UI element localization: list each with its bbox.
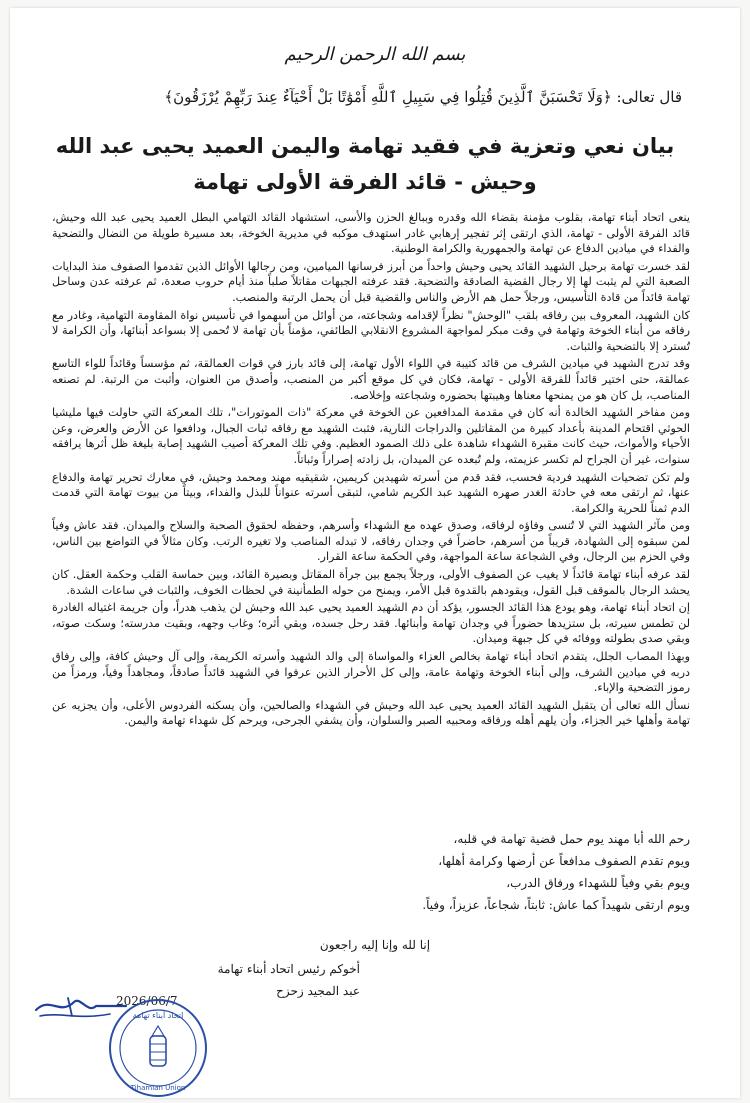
verse-text: ﴿وَلَا تَحْسَبَنَّ ٱلَّذِينَ قُتِلُوا فِي سَبِيلِ ٱللَّهِ أَمْوَٰتًا بَلْ أَحْيَآءٌ عِندَ رَبِّهِمْ يُرْزَقُونَ﴾: [164, 88, 612, 106]
paragraph: ومن مفاخر الشهيد الخالدة أنه كان في مقدمة المدافعين عن الخوخة في معركة "ذات الموتورات"، تلك المعركة التي حاولت فيها مليشيا الحوثي اقتحام المدينة بأعداد كبيرة من المقاتلين والدراجات النارية، فثبت الشهيد مع رفاقه ثبات الجبال، ودافعوا عن الأرض والعرض، وعن الأحياء والأموات، حيث كانت مقبرة الشهداء شاهدة على ذلك الصمود العظيم. وفي تلك المعركة أصيب الشهيد إصابة بليغة ظل أثرها يرافقه سنوات، غير أن الجراح لم تكسر عزيمته، ولم تُبعده عن الميدان، بل زادته إصراراً وثباتاً.: [52, 406, 690, 466]
paragraph: نسأل الله تعالى أن يتقبل الشهيد القائد العميد يحيى عبد الله وحيش في الشهداء والصالحين، وأن يسكنه الفردوس الأعلى، وأن يجزيه عن تهامة وأهلها خير الجزاء، وأن يلهم أهله ورفاقه ومحبيه الصبر والسلوان، وأن يشفي الجرحى، ويرحم كل شهداء تهامة واليمن.: [52, 698, 690, 728]
closing-line: رحم الله أبا مهند يوم حمل قضية تهامة في قلبه،: [453, 832, 690, 846]
signature-name: عبد المجيد زحزح: [276, 984, 360, 998]
paragraph: ينعى اتحاد أبناء تهامة، بقلوب مؤمنة بقضاء الله وقدره وببالغ الحزن والأسى، استشهاد القائد التهامي البطل العميد يحيى عبد الله وحيش، قائد الفرقة الأولى - تهامة، الذي ارتقى إثر تفجير إرهابي غادر استهدف موكبه في مديرية الخوخة، بعد مسيرة طويلة من النضال والتضحية والفداء في ميادين الدفاع عن تهامة والجمهورية والكرامة الوطنية.: [52, 211, 690, 256]
verse-intro: قال تعالى:: [616, 88, 682, 106]
closing-line: ويوم تقدم الصفوف مدافعاً عن أرضها وكرامة أهلها،: [438, 854, 690, 868]
signature-date: 2026/06/7: [116, 994, 178, 1008]
svg-text:اتحاد أبناء تهامة: اتحاد أبناء تهامة: [132, 1011, 184, 1020]
paragraph: إن اتحاد أبناء تهامة، وهو يودع هذا القائد الجسور، يؤكد أن دم الشهيد العميد يحيى عبد الله وحيش لن يذهب هدراً، وأن جريمة اغتياله الغادرة لن تطمس سيرته، بل ستزيدها حضوراً في وجدان تهامة وأبنائها. فقد رحل جسده، وبقي أثره؛ وغاب وجهه، وبقيت مدرسته؛ وسكت صوته، وبقي صدى بطولته ووفائه في كل جبهة وميدان.: [52, 601, 690, 646]
quran-verse-line: [70, 88, 682, 106]
paragraph: لقد خسرت تهامة برحيل الشهيد القائد يحيى وحيش واحداً من أبرز فرسانها الميامين، ومن رجالها الأوائل الذين تقدموا الصفوف منذ البدايات الصعبة التي لم يثبت لها إلا رجال القضية الصادقة والتضحية. فقد عرفته الجبهات مقاتلاً صلباً منذ أيام حروب صعدة، ثم عرفته عدن وساحل تهامة قائداً من قادة التأسيس، ورجلاً حمل هم الأرض والناس والقضية قبل أن يحمل الرتبة والمنصب.: [52, 259, 690, 304]
closing-line: ويوم بقي وفياً للشهداء ورفاق الدرب،: [506, 876, 690, 890]
paragraph: ومن مآثر الشهيد التي لا تُنسى وفاؤه لرفاقه، وصدق عهده مع الشهداء وأسرهم، وحفظه لحقوق الصحبة والسلاح والميدان. فقد عاش وفياً لمن سبقوه إلى الشهادة، قريباً من أسرهم، حاضراً في وجدان رفاقه، لا تبدله المناصب ولا تغيره الرتب. وكان مثالاً في التواضع بين الناس، وفي الحزم بين الرجال، وفي الشجاعة ساعة المواجهة، وفي الحكمة ساعة القرار.: [52, 519, 690, 564]
basmala: بسم الله الرحمن الرحيم: [284, 44, 466, 65]
paragraph: وقد تدرج الشهيد في ميادين الشرف من قائد كتيبة في اللواء الأول تهامة، إلى قائد بارز في قوات العمالقة، ثم مؤسساً وقائداً للواء التاسع عمالقة، حتى اختير قائداً للفرقة الأولى - تهامة، فكان في كل موقع أكبر من المنصب، وأصدق من العنوان، وأثبت من الرتبة. لم تصنعه المناصب، بل كان هو من يمنحها معناها وهيبتها بحضوره وشجاعته وإخلاصه.: [52, 357, 690, 402]
statement-title: بيان نعي وتعزية في فقيد تهامة واليمن العميد يحيى عبد الله وحيش - قائد الفرقة الأولى تهامة: [55, 134, 675, 194]
paragraph: كان الشهيد، المعروف بين رفاقه بلقب "الوحش" نظراً لإقدامه وشجاعته، من أوائل من أسهموا في تأسيس نواة المقاومة التهامية، وغادر مع رفاقه من أبناء الخوخة وتهامة في وقت مبكر لمواجهة المشروع الانقلابي الطائفي، مؤمناً بأن تهامة لا تُحمى إلا بسواعد أبنائها، وأن الكرامة لا تُسترد إلا بالتضحية والثبات.: [52, 308, 690, 353]
svg-text:Tihamian Union: Tihamian Union: [130, 1084, 186, 1092]
closing-verse: [70, 828, 690, 916]
statement-page: [10, 8, 740, 1098]
statement-body: [52, 210, 690, 731]
paragraph: ولم تكن تضحيات الشهيد فردية فحسب، فقد قدم من أسرته شهيدين كريمين، شقيقيه مهند ومحمد وحيش، في معارك تحرير تهامة والدفاع عنها، ثم ارتقى معه في حادثة الغدر صهره الشهيد عبد الكريم شامي، لتبقى أسرته عنواناً للبذل والفداء، وبيتاً من بيوت تهامة التي قدمت الدم ثمناً للحرية والكرامة.: [52, 470, 690, 515]
paragraph: وبهذا المصاب الجلل، يتقدم اتحاد أبناء تهامة بخالص العزاء والمواساة إلى والد الشهيد وأسرته الكريمة، وإلى آل وحيش كافة، وإلى رفاق دربه في ميادين الشرف، وإلى أبناء الخوخة وتهامة عامة، وإلى كل الأحرار الذين عرفوا في الشهيد قائداً صادقاً، ومجاهداً وفياً، ورمزاً من رموز التضحية والإباء.: [52, 650, 690, 695]
signature-title: أخوكم رئيس اتحاد أبناء تهامة: [217, 962, 360, 976]
paragraph: لقد عرفه أبناء تهامة قائداً لا يغيب عن الصفوف الأولى، ورجلاً يجمع بين جرأة المقاتل وبصيرة القائد، وبين حماسة القلب وحكمة العقل. كان يحشد الرجال بالموقف قبل القول، ويقودهم بالقدوة قبل الأمر، ويمنح من حوله الطمأنينة في لحظات الخوف، والثبات في ساعات الشدة.: [52, 568, 690, 597]
union-seal: [106, 996, 210, 1100]
istirja: إنا لله وإنا إليه راجعون: [319, 938, 431, 952]
closing-line: ويوم ارتقى شهيداً كما عاش: ثابتاً، شجاعاً، عزيزاً، وفياً.: [422, 898, 690, 912]
